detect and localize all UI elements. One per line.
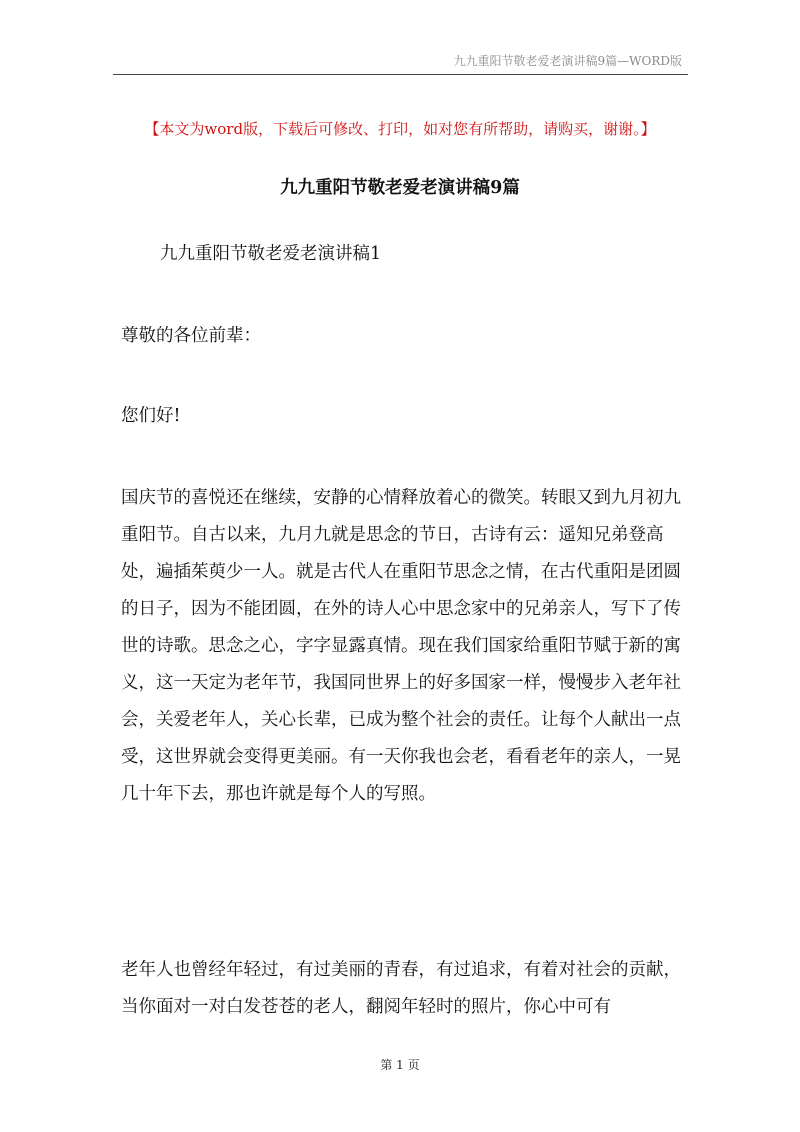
document-title: 九九重阳节敬老爱老演讲稿9篇	[280, 178, 520, 198]
body-paragraph: 国庆节的喜悦还在继续，安静的心情释放着心的微笑。转眼又到九月初九重阳节。自古以来，九月九就是思念的节日，古诗有云：遥知兄弟登高处，遍插茱萸少一人。就是古代人在重阳节思念之情，在古代重阳是团圆的日子，因为不能团圆，在外的诗人心中思念家中的兄弟亲人，写下了传世的诗歌。思念之心，字字显露真情。现在我们国家给重阳节赋于新的寓义，这一天定为老年节，我国同世界上的好多国家一样，慢慢步入老年社会，关爱老年人，关心长辈，已成为整个社会的责任。让每个人献出一点受，这世界就会变得更美丽。有一天你我也会老，看看老年的亲人，一晃几十年下去，那也许就是每个人的写照。	[121, 488, 681, 804]
salutation: 尊敬的各位前辈：	[121, 326, 261, 346]
header-divider	[113, 74, 688, 75]
running-header: 九九重阳节敬老爱老演讲稿9篇—WORD版	[453, 54, 682, 68]
body-paragraph: 老年人也曾经年轻过，有过美丽的青春，有过追求，有着对社会的贡献，当你面对一对白发苍苍的老人，翻阅年轻时的照片，你心中可有	[121, 960, 681, 1017]
page-number: 第 1 页	[380, 1058, 420, 1072]
section-subtitle: 九九重阳节敬老爱老演讲稿1	[160, 244, 382, 264]
purchase-notice: 【本文为word版，下载后可修改、打印，如对您有所帮助，请购买，谢谢。】	[144, 120, 656, 138]
greeting: 您们好!	[121, 406, 181, 426]
